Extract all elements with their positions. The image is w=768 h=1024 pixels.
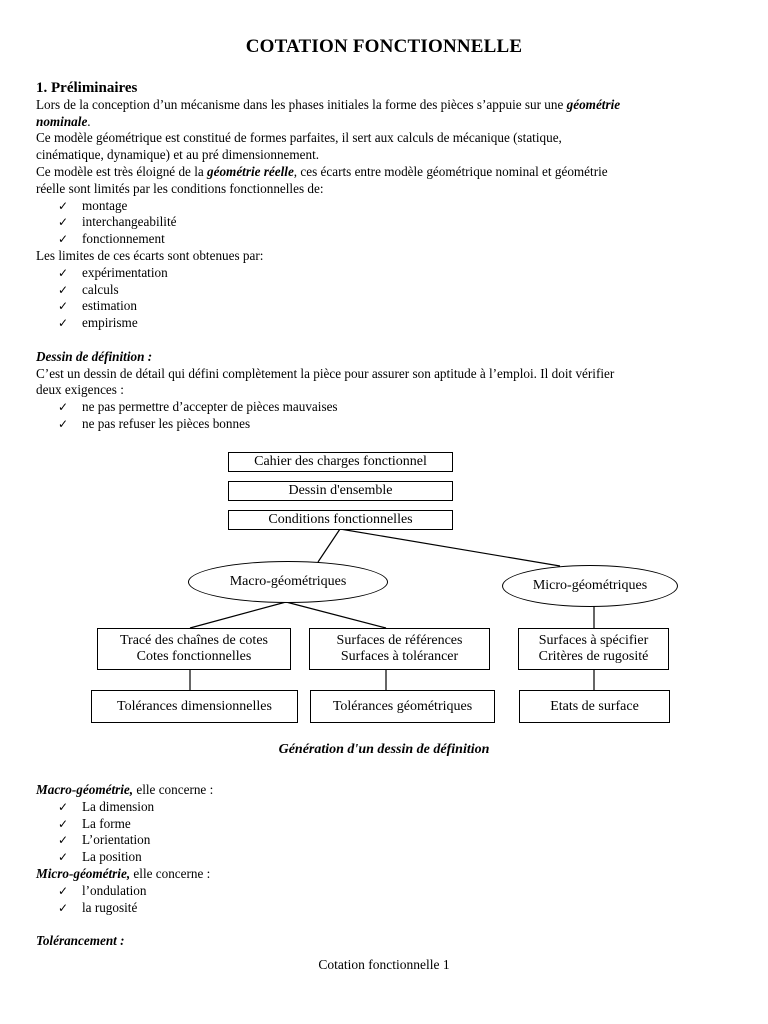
emphasis-text: géométrie (566, 96, 621, 112)
check-icon: ✓ (58, 883, 69, 898)
list-item (36, 231, 736, 248)
box-label: Surfaces de références (336, 633, 463, 648)
list-item (36, 399, 736, 416)
check-icon: ✓ (58, 816, 69, 831)
subsection-heading: Dessin de définition : (36, 348, 153, 364)
box-label: Critères de rugosité (538, 649, 649, 664)
paragraph: Les limites de ces écarts sont obtenues par: (36, 247, 264, 263)
text-span: Ce modèle est très éloigné de la (36, 163, 208, 179)
text-span: , ces écarts entre modèle géométrique nominal et géométrie (293, 163, 608, 179)
page-title: COTATION FONCTIONNELLE (245, 36, 523, 57)
list-item (36, 799, 736, 816)
check-icon: ✓ (58, 265, 69, 280)
text-span: elle concerne : (133, 782, 214, 797)
list-item (36, 265, 736, 282)
ellipse-label: Micro-géométriques (532, 578, 648, 593)
list-item-label: La forme (82, 815, 131, 831)
section-preliminaires (36, 80, 736, 433)
diagram-box-dessin-ensemble (228, 481, 453, 501)
check-icon: ✓ (58, 416, 69, 431)
check-icon: ✓ (58, 850, 69, 865)
diagram-caption: Génération d'un dessin de définition (278, 742, 490, 757)
check-icon: ✓ (58, 198, 69, 213)
paragraph (36, 164, 736, 181)
paragraph: Ce modèle géométrique est constitué de formes parfaites, il sert aux calculs de mécanique (statique, (36, 130, 562, 146)
list-item-label: estimation (82, 298, 137, 314)
list-item-label: calculs (82, 281, 119, 297)
box-label: Conditions fonctionnelles (268, 512, 413, 527)
check-icon: ✓ (58, 215, 69, 230)
connector-line (286, 602, 386, 628)
list-item (36, 832, 736, 849)
page-footer: Cotation fonctionnelle 1 (318, 957, 450, 972)
paragraph (36, 114, 736, 131)
ellipse-macro (188, 561, 388, 603)
list-item-label: La position (82, 849, 142, 865)
paragraph: réelle sont limités par les conditions fonctionnelles de: (36, 180, 324, 196)
diagram-box-cahier (228, 452, 453, 472)
connector-line (340, 529, 560, 566)
list-item (36, 315, 736, 332)
paragraph: cinématique, dynamique) et au pré dimensionnement. (36, 147, 320, 163)
check-icon: ✓ (58, 232, 69, 247)
list-item (36, 198, 736, 215)
list-item-label: l’ondulation (82, 882, 147, 898)
text-span: . (87, 113, 91, 129)
list-item-label: empirisme (82, 315, 138, 331)
check-icon: ✓ (58, 282, 69, 297)
list-item (36, 900, 736, 917)
box-label: Cahier des charges fonctionnel (254, 454, 427, 469)
list-item-label: interchangeabilité (82, 214, 177, 230)
list-item (36, 883, 736, 900)
paragraph (36, 782, 736, 799)
diagram-box-surfaces-ref (309, 628, 490, 670)
ellipse-label: Macro-géométriques (229, 574, 347, 589)
emphasis-text: nominale (36, 113, 88, 129)
list-item-label: La dimension (82, 798, 155, 814)
list-item-label: ne pas refuser les pièces bonnes (82, 415, 251, 431)
diagram-box-conditions (228, 510, 453, 530)
emphasis-text: Macro-géométrie, (36, 782, 134, 797)
check-icon: ✓ (58, 316, 69, 331)
ellipse-micro (502, 565, 678, 607)
check-icon: ✓ (58, 799, 69, 814)
connector-line (190, 602, 286, 628)
paragraph (36, 97, 736, 114)
check-icon: ✓ (58, 900, 69, 915)
box-label: Dessin d'ensemble (288, 483, 393, 498)
diagram-box-surfaces-specifier (518, 628, 669, 670)
emphasis-text: géométrie réelle (207, 163, 294, 179)
list-item (36, 816, 736, 833)
box-label: Surfaces à tolérancer (340, 649, 459, 664)
list-item (36, 214, 736, 231)
diagram-box-tol-geo (310, 690, 495, 723)
box-label: Tolérances géométriques (332, 698, 473, 714)
text-span: Lors de la conception d’un mécanisme dans les phases initiales la forme des pièces s’appuie sur une (36, 96, 567, 112)
list-item-label: L’orientation (82, 832, 151, 848)
paragraph (36, 866, 736, 883)
list-item-label: fonctionnement (82, 231, 165, 247)
emphasis-text: Micro-géométrie, (36, 865, 131, 881)
paragraph: C’est un dessin de détail qui défini complètement la pièce pour assurer son aptitude à l’emploi. Il doit vérifier (36, 365, 615, 381)
check-icon: ✓ (58, 400, 69, 415)
section-geometrie (36, 782, 736, 950)
box-label: Cotes fonctionnelles (136, 649, 252, 664)
list-item (36, 416, 736, 433)
check-icon: ✓ (58, 299, 69, 314)
diagram-box-tol-dim (91, 690, 298, 723)
list-item (36, 298, 736, 315)
list-item (36, 282, 736, 299)
box-label: Tolérances dimensionnelles (117, 698, 272, 714)
box-label: Surfaces à spécifier (538, 633, 649, 648)
diagram-box-chaines (97, 628, 291, 670)
list-item-label: ne pas permettre d’accepter de pièces mauvaises (82, 399, 338, 415)
list-item-label: montage (82, 197, 128, 213)
connector-line (318, 529, 340, 562)
section-heading: 1. Préliminaires (36, 80, 138, 96)
list-item-label: la rugosité (82, 899, 138, 915)
box-label: Etats de surface (550, 698, 639, 714)
text-span: elle concerne : (130, 865, 211, 881)
list-item-label: expérimentation (82, 264, 168, 280)
subsection-heading: Tolérancement : (36, 933, 125, 949)
flow-diagram (0, 440, 768, 740)
diagram-box-etats-surface (519, 690, 670, 723)
paragraph: deux exigences : (36, 382, 124, 398)
list-item (36, 849, 736, 866)
check-icon: ✓ (58, 833, 69, 848)
box-label: Tracé des chaînes de cotes (120, 633, 268, 648)
